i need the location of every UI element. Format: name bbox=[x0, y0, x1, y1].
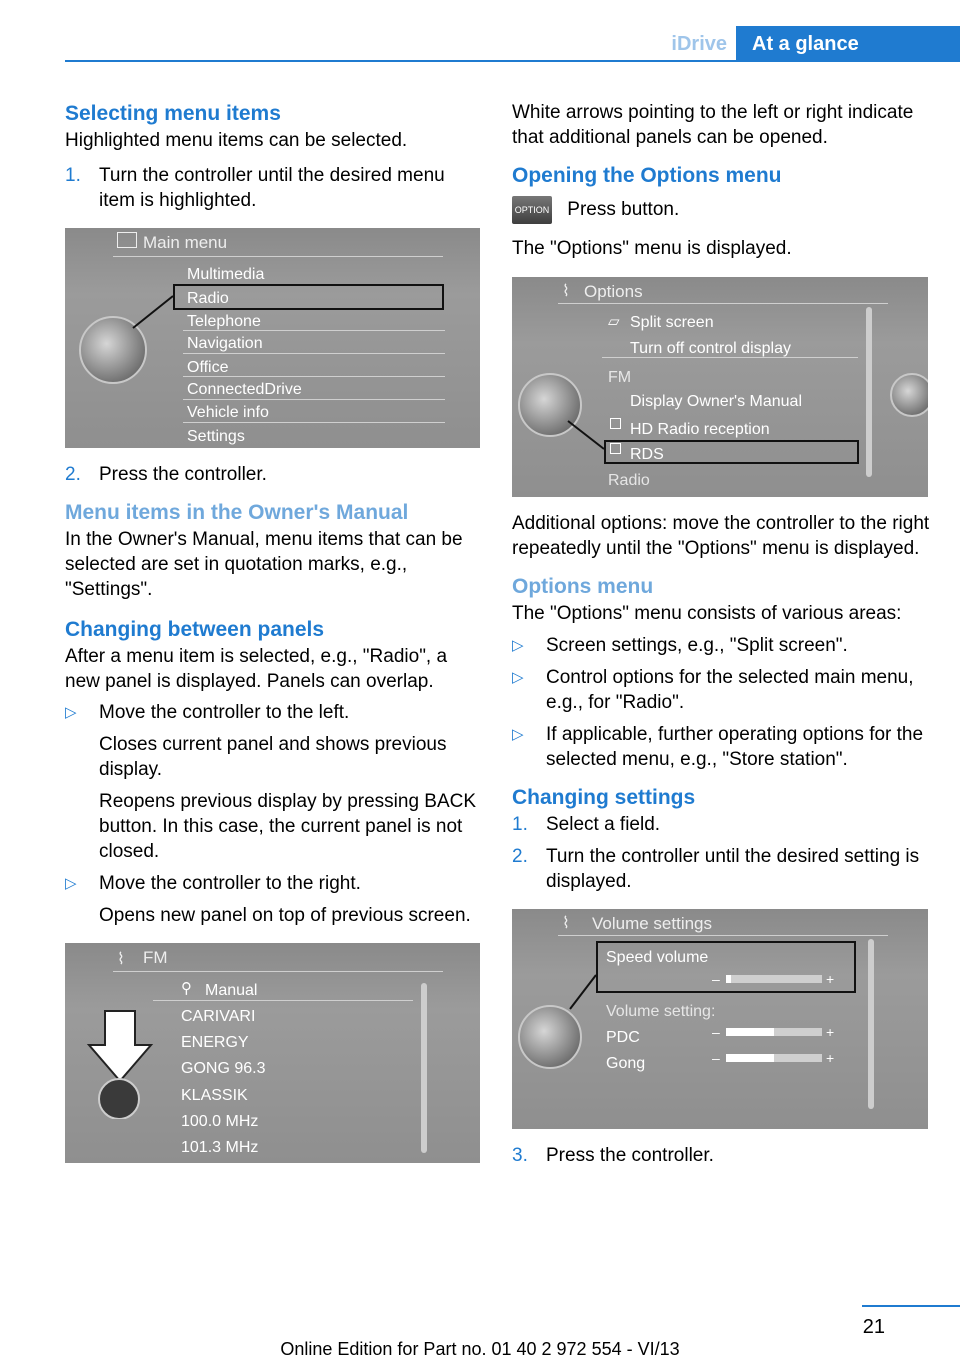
para-highlighted: Highlighted menu items can be selected. bbox=[65, 130, 408, 151]
step-number: 2. bbox=[512, 846, 528, 867]
setting-speed-volume: Speed volume bbox=[606, 949, 709, 966]
pointer-line bbox=[512, 909, 928, 1129]
step-text: Select a field. bbox=[546, 814, 661, 835]
station-item: ENERGY bbox=[181, 1034, 249, 1051]
header-section: iDrive bbox=[671, 33, 727, 55]
bullet-text: Screen settings, e.g., "Split screen". bbox=[546, 635, 848, 656]
para-additional: Additional options: move the controller to the right repeatedly until the "Options" menu is displayed. bbox=[512, 513, 930, 559]
screen-title: Main menu bbox=[143, 233, 228, 252]
bullet-left bbox=[65, 700, 485, 725]
heading-menu-items-manual: Menu items in the Owner's Manual bbox=[65, 501, 409, 524]
slider-speed-volume: – + bbox=[712, 971, 835, 987]
bullet-area bbox=[512, 722, 930, 772]
bullet-text: Control options for the selected main menu, e.g., for "Radio". bbox=[546, 667, 914, 713]
radio-icon: ⌇ bbox=[562, 283, 570, 300]
menu-item-connecteddrive: ConnectedDrive bbox=[187, 381, 302, 398]
para-arrows: White arrows pointing to the left or right indicate that additional panels can be opened. bbox=[512, 102, 914, 148]
menu-item-telephone: Telephone bbox=[187, 313, 261, 330]
step-1 bbox=[65, 163, 485, 213]
para-areas: The "Options" menu consists of various areas: bbox=[512, 603, 902, 624]
pointer-line bbox=[512, 277, 928, 497]
triangle-bullet-icon: ▷ bbox=[512, 726, 524, 743]
menu-item-settings: Settings bbox=[187, 428, 245, 445]
screen-title: Options bbox=[584, 282, 643, 301]
pointer-line bbox=[65, 228, 480, 448]
right-column bbox=[512, 100, 930, 1168]
fm-screen bbox=[65, 943, 480, 1163]
step-number: 2. bbox=[65, 464, 81, 485]
bullet-sub: Opens new panel on top of previous screen. bbox=[99, 905, 471, 926]
down-arrow-icon bbox=[85, 1009, 165, 1119]
menu-item-multimedia: Multimedia bbox=[187, 266, 265, 283]
menu-item-office: Office bbox=[187, 359, 229, 376]
para-manual: In the Owner's Manual, menu items that can be selected are set in quotation marks, e.g., "Settings". bbox=[65, 529, 463, 600]
bullet-text: Move the controller to the left. bbox=[99, 702, 350, 723]
radio-icon: ⌇ bbox=[117, 951, 125, 968]
triangle-bullet-icon: ▷ bbox=[512, 669, 524, 686]
bullet-right bbox=[65, 871, 485, 896]
bullet-sub: Closes current panel and shows previous display. bbox=[99, 734, 447, 780]
bullet-sub: Reopens previous display by pressing BACK button. In this case, the current panel is not closed. bbox=[99, 791, 477, 862]
step-text: Turn the controller until the desired menu item is highlighted. bbox=[99, 165, 445, 211]
menu-item-radio: Radio bbox=[187, 290, 229, 307]
option-button-icon: OPTION bbox=[512, 196, 552, 224]
station-item: GONG 96.3 bbox=[181, 1060, 266, 1077]
station-item: 101.3 MHz bbox=[181, 1139, 259, 1156]
left-column bbox=[65, 100, 485, 1163]
bullet-area bbox=[512, 665, 930, 715]
option-rds: RDS bbox=[630, 446, 664, 463]
step-text: Press the controller. bbox=[546, 1145, 714, 1166]
heading-changing-panels: Changing between panels bbox=[65, 618, 325, 641]
fm-item-manual: Manual bbox=[205, 982, 258, 999]
step-text: Press the controller. bbox=[99, 464, 267, 485]
option-hd-radio: HD Radio reception bbox=[630, 421, 770, 438]
station-item: CARIVARI bbox=[181, 1008, 256, 1025]
step-3 bbox=[512, 1143, 930, 1168]
triangle-bullet-icon: ▷ bbox=[512, 637, 524, 654]
step-text: Turn the controller until the desired setting is displayed. bbox=[546, 846, 920, 892]
step-2 bbox=[512, 844, 930, 894]
radio-icon: ⌇ bbox=[562, 915, 570, 932]
screen-title: Volume settings bbox=[592, 914, 713, 933]
main-menu-screen bbox=[65, 228, 480, 448]
triangle-bullet-icon: ▷ bbox=[65, 704, 77, 721]
option-split-screen: Split screen bbox=[630, 314, 714, 331]
bullet-text: Move the controller to the right. bbox=[99, 873, 361, 894]
step-2 bbox=[65, 462, 485, 487]
screen-title: FM bbox=[143, 948, 168, 967]
slider-pdc: – + bbox=[712, 1024, 835, 1040]
search-icon: ⚲ bbox=[181, 980, 192, 997]
volume-settings-screen bbox=[512, 909, 928, 1129]
station-item: KLASSIK bbox=[181, 1087, 248, 1104]
option-turn-off-display: Turn off control display bbox=[630, 340, 791, 357]
footer-edition: Online Edition for Part no. 01 40 2 972 554 - VI/13 bbox=[280, 1339, 680, 1359]
para-options-displayed: The "Options" menu is displayed. bbox=[512, 238, 792, 259]
split-screen-icon: ▱ bbox=[608, 313, 620, 330]
menu-item-navigation: Navigation bbox=[187, 335, 263, 352]
press-button-text: Press button. bbox=[567, 199, 680, 221]
step-number: 1. bbox=[65, 165, 81, 186]
option-display-manual: Display Owner's Manual bbox=[630, 393, 803, 410]
heading-opening-options: Opening the Options menu bbox=[512, 164, 782, 187]
bullet-area bbox=[512, 633, 930, 658]
page-number: 21 bbox=[862, 1316, 885, 1338]
heading-changing-settings: Changing settings bbox=[512, 786, 696, 809]
slider-gong: – + bbox=[712, 1050, 835, 1066]
options-screen bbox=[512, 277, 928, 497]
setting-gong: Gong bbox=[606, 1055, 646, 1072]
header-rule bbox=[65, 60, 960, 62]
triangle-bullet-icon: ▷ bbox=[65, 875, 77, 892]
section-fm: FM bbox=[608, 369, 632, 386]
heading-options-menu: Options menu bbox=[512, 575, 654, 598]
option-button-row bbox=[512, 196, 930, 224]
setting-pdc: PDC bbox=[606, 1029, 640, 1046]
step-number: 3. bbox=[512, 1145, 528, 1166]
para-panels: After a menu item is selected, e.g., "Radio", a new panel is displayed. Panels can overlap. bbox=[65, 646, 448, 692]
scrollbar bbox=[421, 983, 427, 1153]
header-chapter-tab: At a glance bbox=[736, 26, 960, 62]
heading-selecting-menu-items: Selecting menu items bbox=[65, 102, 281, 125]
section-radio: Radio bbox=[608, 472, 650, 489]
step-number: 1. bbox=[512, 814, 528, 835]
footer-rule bbox=[862, 1305, 960, 1307]
menu-item-vehicle-info: Vehicle info bbox=[187, 404, 269, 421]
step-1 bbox=[512, 812, 930, 837]
bullet-text: If applicable, further operating options for the selected menu, e.g., "Store station". bbox=[546, 724, 924, 770]
setting-volume-label: Volume setting: bbox=[606, 1003, 716, 1020]
station-item: 100.0 MHz bbox=[181, 1113, 259, 1130]
